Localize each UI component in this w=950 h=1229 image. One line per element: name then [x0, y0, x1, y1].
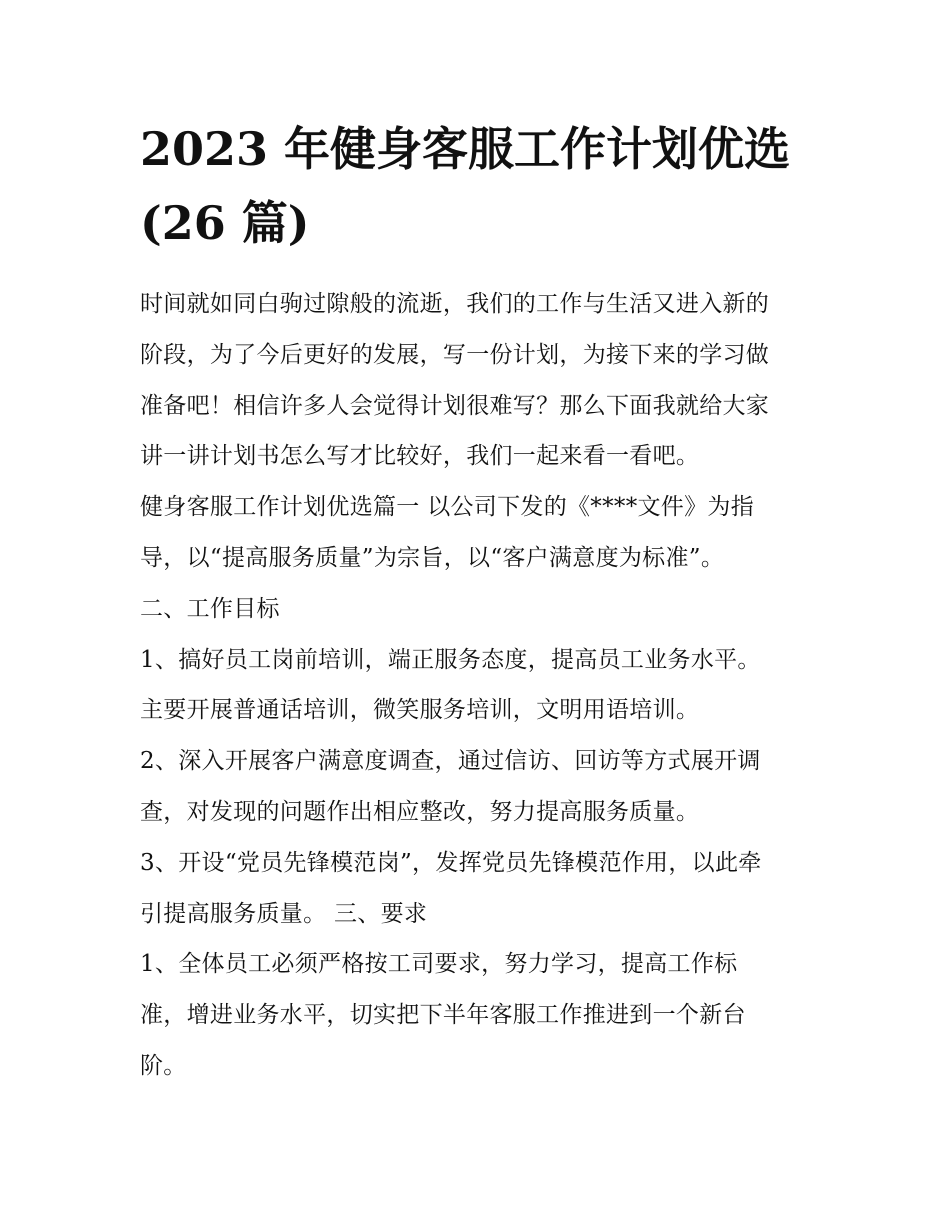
title-line: 2023 年健身客服工作计划优选 — [140, 122, 791, 176]
body-line: 讲一讲计划书怎么写才比较好，我们一起来看一看吧。 — [140, 443, 700, 470]
body-line: 阶段，为了今后更好的发展，写一份计划，为接下来的学习做 — [140, 341, 770, 368]
document-title — [140, 112, 820, 260]
section-heading: 二、工作目标 — [140, 595, 280, 622]
body-line: 2、深入开展客户满意度调查，通过信访、回访等方式展开调 — [140, 748, 761, 775]
body-line: 阶。 — [140, 1052, 187, 1079]
title-line: (26 篇) — [140, 196, 310, 250]
body-line: 导，以“提高服务质量”为宗旨，以“客户满意度为标准”。 — [140, 544, 725, 571]
body-line: 引提高服务质量。 三、要求 — [140, 900, 428, 927]
body-line: 3、开设“党员先锋模范岗”，发挥党员先锋模范作用，以此牵 — [140, 849, 762, 876]
document-body — [140, 279, 830, 1092]
body-line: 时间就如同白驹过隙般的流逝，我们的工作与生活又进入新的 — [140, 291, 770, 317]
body-line: 主要开展普通话培训，微笑服务培训，文明用语培训。 — [140, 697, 700, 724]
body-line: 1、全体员工必须严格按工司要求，努力学习，提高工作标 — [140, 951, 738, 978]
body-line: 准，增进业务水平，切实把下半年客服工作推进到一个新台 — [140, 1002, 746, 1029]
body-line: 查，对发现的问题作出相应整改，努力提高服务质量。 — [140, 798, 700, 825]
body-line: 准备吧！相信许多人会觉得计划很难写？那么下面我就给大家 — [140, 392, 770, 419]
body-line: 健身客服工作计划优选篇一 以公司下发的《****文件》为指 — [140, 494, 755, 521]
body-line: 1、搞好员工岗前培训，端正服务态度，提高员工业务水平。 — [140, 646, 761, 673]
